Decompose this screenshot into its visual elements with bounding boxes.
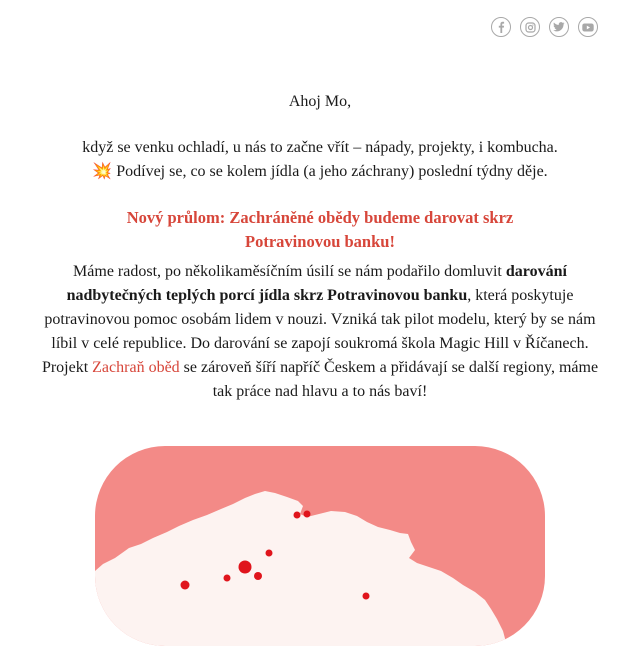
location-dot [304,511,311,518]
location-dot [266,550,273,557]
map-card [95,446,545,646]
location-dot [363,593,370,600]
section-paragraph [40,260,600,404]
twitter-button[interactable] [549,17,569,37]
section-headline: Nový průlom: Zachráněné obědy budeme darovat skrz Potravinovou banku! [126,208,514,251]
greeting: Ahoj Mo, [288,93,352,110]
facebook-icon [496,21,506,33]
twitter-icon [553,22,565,32]
facebook-button[interactable] [491,17,511,37]
explosion-emoji-icon: 💥 [92,163,113,180]
location-dot [224,575,231,582]
youtube-icon [582,23,594,32]
instagram-button[interactable] [520,17,540,37]
social-links [491,17,598,37]
paragraph-text-2: , která poskytuje potravinovou pomoc osobám lidem v nouzi. Vzniká tak pilot modelu, který by se nám líbil v celé republice. Do darování se zapojí soukromá škola Magic Hill v Říčanech. Projekt [41,287,596,376]
location-dot [181,581,190,590]
czech-map [95,446,545,646]
location-dot [294,512,301,519]
intro-text: když se venku ochladí, u nás to začne vřít – nápady, projekty, i kombucha. [82,139,558,156]
newsletter-content [40,90,600,404]
youtube-button[interactable] [578,17,598,37]
location-dot [239,561,252,574]
paragraph-bold-text: darování nadbytečných teplých porcí jídla skrz Potravinovou banku [66,263,567,304]
country-outline [95,491,507,646]
zachran-obed-link[interactable]: Zachraň oběd [92,359,180,376]
paragraph-text-3: se zároveň šíří napříč Českem a přidávají se další regiony, máme tak práce nad hlavu a to nás baví! [179,359,599,400]
location-dot [254,572,262,580]
paragraph-text-1: Máme radost, po několikaměsíčním úsilí se nám podařilo domluvit [73,263,506,280]
instagram-icon [525,22,536,33]
intro-text-2: Podívej se, co se kolem jídla (a jeho záchrany) poslední týdny děje. [112,163,548,180]
intro-paragraph [40,136,600,184]
